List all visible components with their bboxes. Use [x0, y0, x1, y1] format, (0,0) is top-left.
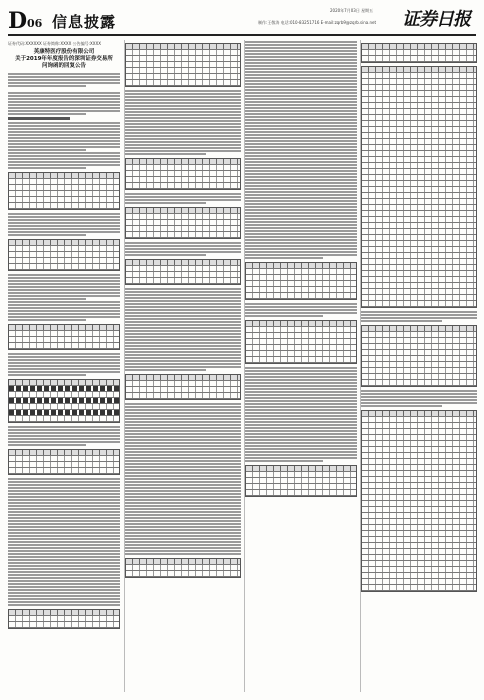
data-table: [361, 66, 477, 308]
data-table: [245, 262, 357, 300]
page-letter: D: [8, 8, 28, 34]
section-title: 信息披露: [52, 13, 117, 31]
data-table: [125, 374, 241, 400]
editor-credits: 制作:王敬涛 电话:010-83251716 E-mail:zqrb9@zqrb.sina.net: [258, 20, 377, 25]
data-table: [125, 158, 241, 190]
newspaper-logo: 证券日报: [402, 9, 470, 30]
data-table: [8, 379, 120, 423]
data-table: [8, 324, 120, 350]
company-name: 英康特医疗股份有限公司: [33, 49, 95, 55]
data-table: [245, 320, 357, 364]
column-1: [8, 40, 120, 692]
data-table: [361, 325, 477, 387]
masthead-rule: [8, 34, 476, 36]
issue-date: 2020年7月03日 星期五: [330, 8, 374, 13]
announcement-code: 证券代码:XXXXXX 证券简称:XXXX 公告编号:XXXX: [8, 41, 101, 46]
column-4: [360, 40, 477, 692]
title-line-2: 问询函的回复公告: [41, 63, 86, 69]
title-line-1: 关于2019年年度报告的深圳证券交易所: [15, 56, 113, 62]
announcement-title: [8, 49, 120, 70]
data-table: [8, 239, 120, 271]
data-table: [361, 43, 477, 63]
data-table: [245, 465, 357, 497]
masthead: [0, 0, 484, 40]
data-table: [8, 449, 120, 475]
column-2: [124, 40, 241, 692]
data-table: [125, 207, 241, 239]
data-table: [125, 259, 241, 285]
data-table: [125, 558, 241, 578]
page-number: 06: [27, 17, 43, 30]
data-table: [8, 609, 120, 629]
data-table: [361, 410, 477, 592]
data-table: [125, 43, 241, 87]
data-table: [8, 172, 120, 210]
column-3: [244, 40, 357, 692]
